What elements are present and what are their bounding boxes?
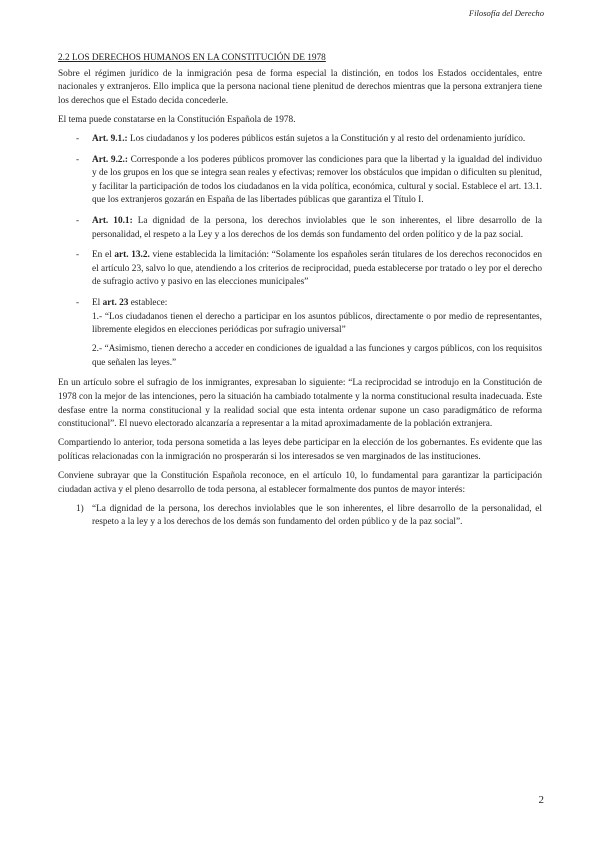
articles-list xyxy=(58,133,542,370)
body-paragraph: En un artículo sobre el sufragio de los inmigrantes, expresaban lo siguiente: “La reciprocidad se introdujo en la Constitución de 1978 con la mejor de las intenciones, pero la situación ha cambiado totalmente y la norma constitucional resulta inadecuada. Este desfase entre la norma constitucional y la realidad social que esta intenta ordenar supone un caso paradigmático de reforma constitucional”. El nuevo electorado alcanzaría a representar a la mitad aproximadamente de la población extranjera. xyxy=(58,378,542,430)
article-prefix: El xyxy=(92,297,103,308)
article-item xyxy=(58,249,542,290)
list-dash: - xyxy=(76,154,80,165)
list-dash: - xyxy=(76,297,80,308)
list-dash: - xyxy=(76,250,80,261)
article-label: Art. 9.1.: xyxy=(92,133,128,144)
body-paragraph: Compartiendo lo anterior, toda persona sometida a las leyes debe participar en la elección de los gobernantes. Es evidente que las políticas relacionadas con la inmigración no prosperarán si los interesados se ven marginados de las instituciones. xyxy=(58,438,542,462)
numbered-list xyxy=(58,503,542,530)
article-label: art. 13.2. xyxy=(114,250,150,261)
article-item xyxy=(58,154,542,208)
running-header: Filosofía del Derecho xyxy=(468,8,544,18)
intro-paragraph: El tema puede constatarse en la Constitución Española de 1978. xyxy=(58,114,296,125)
article-item xyxy=(58,297,542,370)
article-label: art. 23 xyxy=(102,297,129,308)
article-text: La dignidad de la persona, los derechos inviolables que le son inherentes, el libre desarrollo de la personalidad, el respeto a la Ley y a los derechos de los demás son fundamento del orden político y de la paz social. xyxy=(92,215,542,240)
article-text: establece: xyxy=(128,297,168,308)
numbered-marker: 1) xyxy=(76,503,84,514)
numbered-text: “La dignidad de la persona, los derechos inviolables que le son inherentes, el libre desarrollo de la personalidad, el respeto a la ley y a los derechos de los demás son fundamento del orden público y de la paz social”. xyxy=(92,503,542,528)
article-prefix: En el xyxy=(92,250,115,261)
article-text: Corresponde a los poderes públicos promover las condiciones para que la libertad y la igualdad del individuo y de los grupos en los que se integra sean reales y efectivas; remover los obstáculos que impidan o dificulten su plenitud, y facilitar la participación de todos los ciudadanos en la vida política, económica, cultural y social. Establece el art. 13.1. que los extranjeros gozarán en España de las libertades públicas que garantiza el Título I. xyxy=(92,154,542,206)
section-title: 2.2 LOS DERECHOS HUMANOS EN LA CONSTITUCIÓN DE 1978 xyxy=(58,53,326,63)
article-item xyxy=(58,133,542,147)
numbered-item xyxy=(58,503,542,530)
page-number: 2 xyxy=(538,794,544,806)
body-paragraph: Conviene subrayar que la Constitución Española reconoce, en el artículo 10, lo fundamental para garantizar la participación ciudadan activa y el pleno desarrollo de toda persona, al establecer formalmente dos puntos de mayor interés: xyxy=(58,470,542,495)
list-dash: - xyxy=(76,133,80,144)
article-item xyxy=(58,215,542,242)
intro-paragraph: Sobre el régimen jurídico de la inmigración pesa de forma especial la distinción, en todos los Estados occidentales, entre nacionales y extranjeros. Ello implica que la persona nacional tiene plenitud de derechos mientras que la persona extranjera tiene los derechos que el Estado decida concederle. xyxy=(58,68,542,106)
page-content xyxy=(58,52,542,530)
art23-quote: 2.- “Asimismo, tienen derecho a acceder en condiciones de igualdad a las funciones y cargos públicos, con los requisitos que señalen las leyes.” xyxy=(92,344,542,368)
art23-quote: 1.- “Los ciudadanos tienen el derecho a participar en los asuntos públicos, directamente o por medio de representantes, libremente elegidos en elecciones periódicas por sufragio universal” xyxy=(92,311,542,336)
article-text: viene establecida la limitación: “Solamente los españoles serán titulares de los derechos reconocidos en el artículo 23, salvo lo que, atendiendo a los criterios de reciprocidad, pueda establecerse por tratado o ley por el derecho de sufragio activo y pasivo en las elecciones municipales” xyxy=(92,250,542,288)
article-text: Los ciudadanos y los poderes públicos están sujetos a la Constitución y al resto del ordenamiento jurídico. xyxy=(127,133,526,144)
article-label: Art. 10.1: xyxy=(92,215,133,226)
list-dash: - xyxy=(76,215,80,226)
article-label: Art. 9.2.: xyxy=(92,154,128,165)
